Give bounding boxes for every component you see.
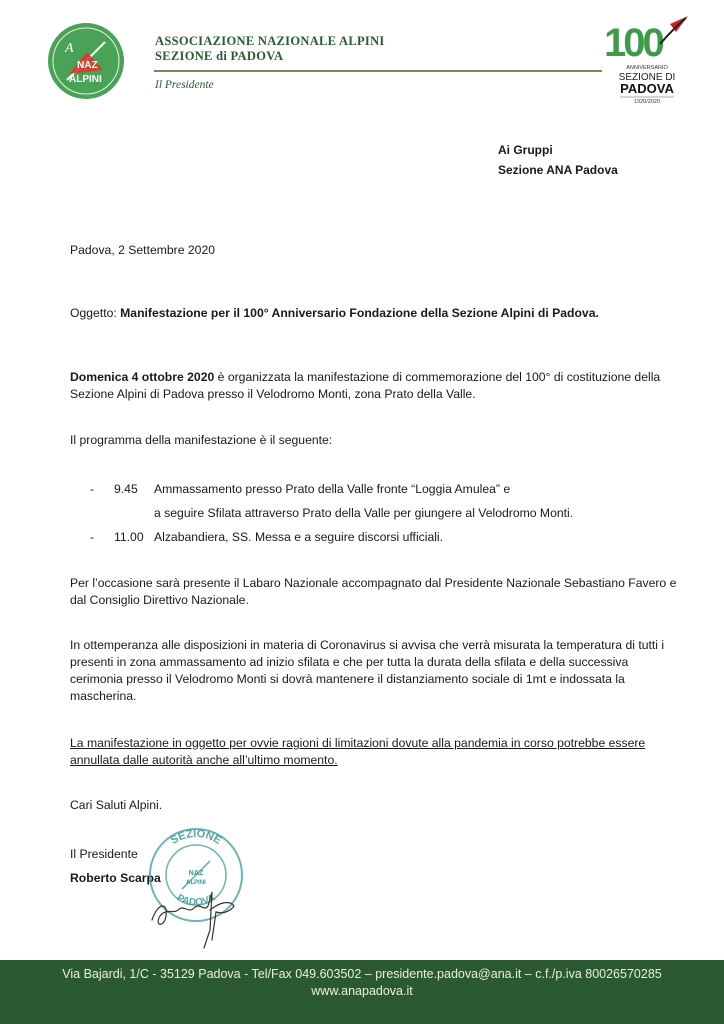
warning-line-1: La manifestazione in oggetto per ovvie ragioni di limitazioni dovute alla pandemia in corso potrebbe essere — [70, 736, 646, 750]
labaro-paragraph — [70, 575, 682, 609]
header-divider — [154, 70, 602, 72]
closing-greeting: Cari Saluti Alpini. — [70, 798, 163, 812]
warning-paragraph — [70, 735, 682, 769]
footer-website[interactable]: www.anapadova.it — [311, 984, 413, 998]
program-item-1-line-1: Ammassamento presso Prato della Valle fronte “Loggia Amulea” e — [154, 482, 511, 496]
covid-line-3: cerimonia presso il Velodromo Monti si dovrà mantenere il distanziamento sociale di 1mt e indossata la — [70, 672, 625, 686]
intro-paragraph — [70, 369, 682, 403]
logo-left-alpini: ALPINI — [69, 74, 102, 85]
signature-name: Roberto Scarpa — [70, 871, 161, 885]
covid-paragraph — [70, 637, 682, 705]
addressee-line-1: Ai Gruppi — [498, 143, 553, 157]
program-dash-1: - — [90, 482, 95, 496]
centenary-line1: SEZIONE DI — [618, 72, 676, 83]
intro-bold: Domenica 4 ottobre 2020 — [70, 370, 215, 384]
intro-rest: è organizzata la manifestazione di commemorazione del 100° di costituzione della — [214, 370, 661, 384]
logo-left-letter: A — [65, 41, 74, 56]
subject-label: Oggetto: — [70, 306, 121, 320]
logo-left-naz: NAZ — [77, 60, 98, 71]
addressee — [498, 140, 618, 180]
warning-line-2: annullata dalle autorità anche all’ultimo momento. — [70, 753, 338, 767]
centenary-line2: PADOVA — [620, 81, 674, 96]
page-footer — [0, 960, 724, 1024]
program-intro: Il programma della manifestazione è il seguente: — [70, 433, 333, 447]
covid-line-2: presenti in zona ammassamento ad inizio sfilata e che per tutta la durata della sfilata e della successiva — [70, 655, 629, 669]
stamp-bottom-text: PADOVA — [174, 892, 218, 909]
addressee-line-2: Sezione ANA Padova — [498, 163, 618, 177]
association-line-1: ASSOCIAZIONE NAZIONALE ALPINI — [155, 34, 385, 48]
header-role: Il Presidente — [155, 79, 214, 91]
program-time-2: 11.00 — [114, 530, 144, 544]
centenary-small: ANNIVERSARIO — [626, 65, 668, 71]
centenary-logo-icon — [600, 14, 694, 104]
ana-logo-icon — [47, 22, 125, 100]
covid-line-4: mascherina. — [70, 689, 137, 703]
stamp-sub-text: ALPINI — [186, 880, 206, 886]
association-line-2: SEZIONE di PADOVA — [155, 49, 284, 63]
handwritten-signature-icon — [140, 880, 240, 950]
svg-text:SEZIONE — [169, 828, 224, 847]
association-name — [155, 34, 385, 64]
program-time-1: 9.45 — [114, 482, 138, 496]
covid-line-1: In ottemperanza alle disposizioni in materia di Coronavirus si avvisa che verrà misurata la temperatura di tutti i — [70, 638, 665, 652]
subject-line — [70, 305, 599, 322]
labaro-line-2: dal Consiglio Direttivo Nazionale. — [70, 593, 249, 607]
signature-role: Il Presidente — [70, 847, 138, 861]
labaro-line-1: Per l’occasione sarà presente il Labaro Nazionale accompagnato dal Presidente Nazionale Sebastiano Favero e — [70, 576, 677, 590]
subject-text: Manifestazione per il 100° Anniversario Fondazione della Sezione Alpini di Padova. — [120, 306, 599, 320]
footer-contact: Via Bajardi, 1/C - 35129 Padova - Tel/Fax 049.603502 – presidente.padova@ana.it – c.f./p.iva 80026570285 — [62, 967, 662, 981]
intro-line-2: Sezione Alpini di Padova presso il Velodromo Monti, zona Prato della Valle. — [70, 387, 476, 401]
letter-date: Padova, 2 Settembre 2020 — [70, 243, 215, 257]
centenary-years: 1920/2020 — [634, 99, 660, 104]
centenary-number: 100 — [604, 21, 662, 65]
program-item-2-line-1: Alzabandiera, SS. Messa e a seguire discorsi ufficiali. — [154, 530, 444, 544]
stamp-mid-text: NAZ — [188, 870, 204, 877]
program-item-1-line-2: a seguire Sfilata attraverso Prato della Valle per giungere al Velodromo Monti. — [154, 506, 574, 520]
stamp-top-text: SEZIONE — [168, 827, 224, 847]
program-dash-2: - — [90, 530, 95, 544]
